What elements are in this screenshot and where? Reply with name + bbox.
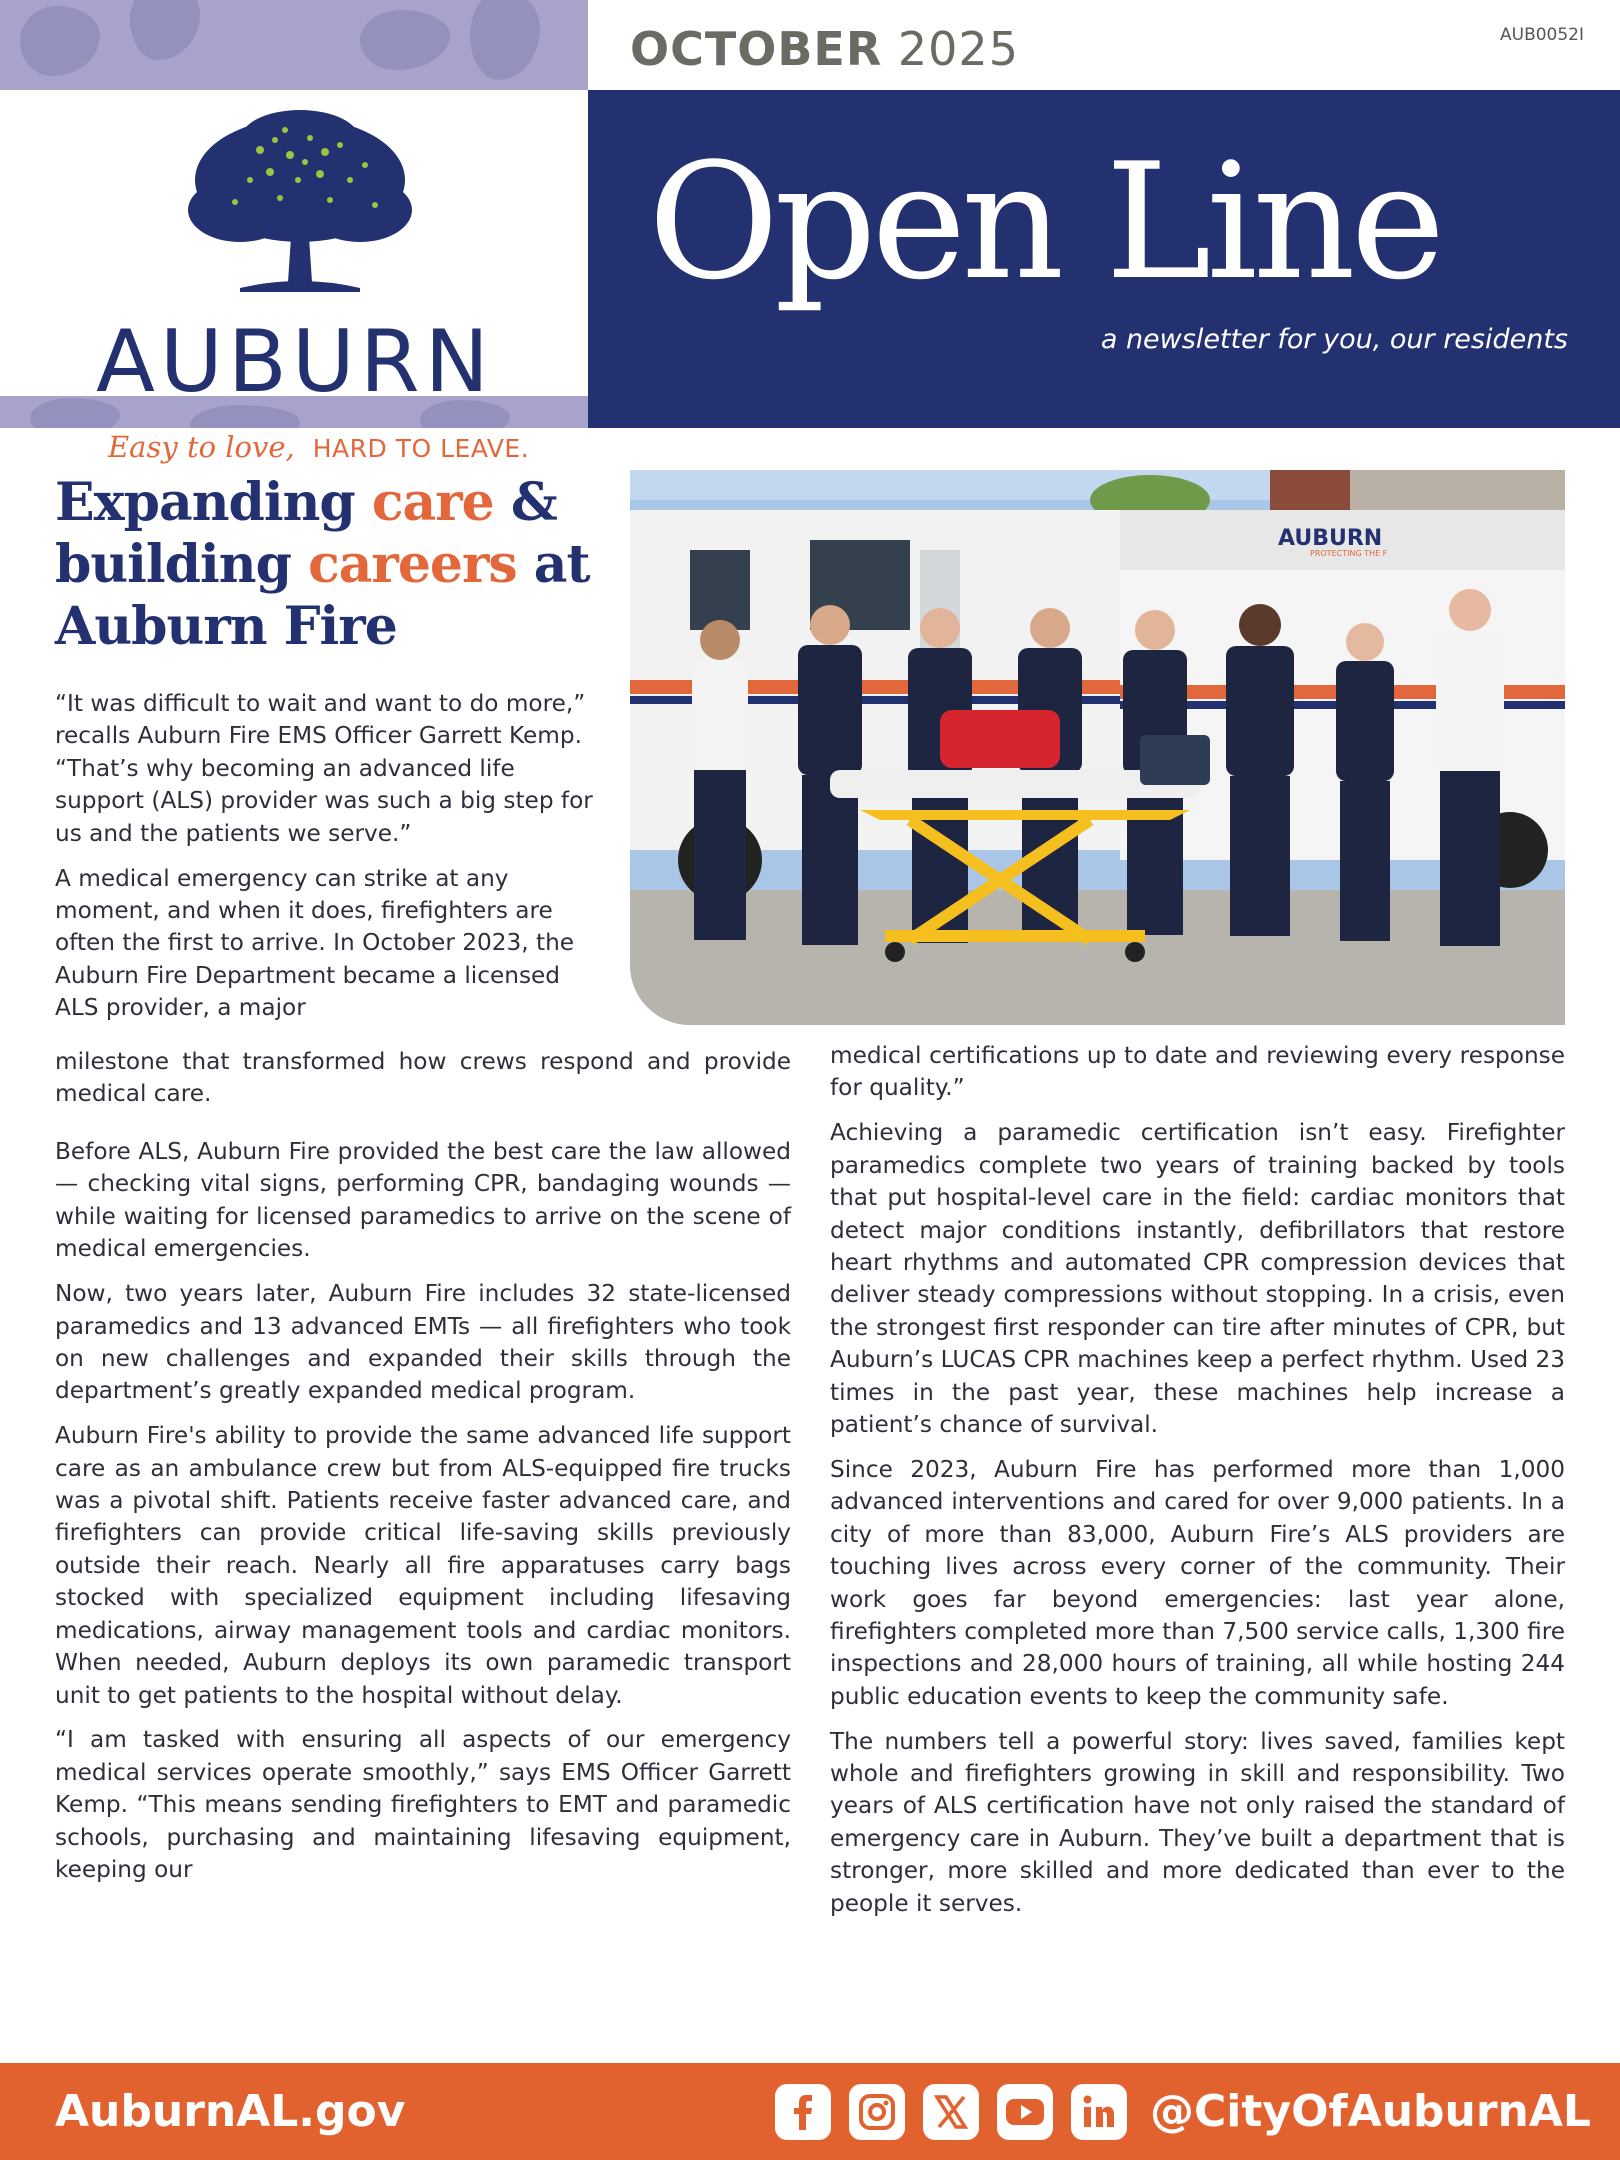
masthead-banner [588,90,1620,428]
issue-code: AUB0052I [1500,25,1585,45]
masthead-subtitle: a newsletter for you, our residents [1100,324,1568,355]
article-paragraph: milestone that transformed how crews respond and provide medical care. [55,1048,791,1108]
issue-month: OCTOBER [630,22,883,76]
footer-bar [0,2063,1620,2160]
headline-part: Expanding [55,472,372,533]
headline-part: building [55,534,309,595]
photo-illustration [630,470,1565,1025]
headline-part: & [493,472,557,533]
article-paragraph: “It was difficult to wait and want to do more,” recalls Auburn Fire EMS Officer Garrett Kemp. “That’s why becoming an advanced life support (ALS) provider was such a big step for us and the patients we serve.” [55,690,593,847]
article-column-left-body [55,1136,791,1899]
article-paragraph: “I am tasked with ensuring all aspects of our emergency medical services operate smoothly,” says EMS Officer Garrett Kemp. “This means sending firefighters to EMT and paramedic schools, purchasing and maintaining lifesaving equipment, keeping our [55,1726,791,1884]
website-link[interactable]: AuburnAL.gov [55,2086,406,2137]
article-headline [55,472,615,658]
tagline-script: Easy to love, [108,430,295,464]
article-paragraph: Now, two years later, Auburn Fire includes 32 state-licensed paramedics and 13 advanced EMTs — all firefighters who took on new challenges and expanded their skills through the department’s greatly expanded medical program. [55,1280,791,1405]
headline-accent-care: care [371,472,494,533]
article-paragraph: Achieving a paramedic certification isn’t easy. Firefighter paramedics complete two years of training backed by tools that put hospital-level care in the field: cardiac monitors that detect major conditions instantly, defibrillators that restore heart rhythms and automated CPR compression devices that deliver steady compressions without stopping. In a crisis, even the strongest first responder can tire after minutes of CPR, but Auburn’s LUCAS CPR machines keep a perfect rhythm. Used 23 times in the past year, these machines help increase a patient’s chance of survival. [830,1119,1565,1438]
linkedin-icon[interactable] [1071,2084,1127,2140]
firefighter-group-photo [630,470,1565,1025]
ambulance-label: AUBURN [1278,526,1383,551]
article-column-left [55,1046,791,1123]
article-column-right [830,1040,1565,1933]
article-paragraph: Auburn Fire's ability to provide the same advanced life support care as an ambulance crew but from ALS-equipped fire trucks was a pivotal shift. Patients receive faster advanced care, and firefighters can provide critical life-saving skills previously outside their reach. Nearly all fire apparatuses carry bags stocked with specialized equipment including lifesaving medications, airway management tools and cardiac monitors. When needed, Auburn deploys its own paramedic transport unit to get patients to the hospital without delay. [55,1422,791,1709]
youtube-icon[interactable] [997,2084,1053,2140]
headline-part: at [516,534,590,595]
article-paragraph: Before ALS, Auburn Fire provided the best care the law allowed — checking vital signs, performing CPR, bandaging wounds — while waiting for licensed paramedics to arrive on the scene of medical emergencies. [55,1138,791,1263]
instagram-icon[interactable] [849,2084,905,2140]
ambulance-sublabel: PROTECTING THE F [1310,549,1388,558]
city-tagline [108,430,529,464]
oak-tree-icon [180,110,420,300]
headline-part: Auburn Fire [55,596,397,657]
article-paragraph: The numbers tell a powerful story: lives saved, families kept whole and firefighters growing in skill and responsibility. Two years of ALS certification have not only raised the standard of emergency care in Auburn. They’ve built a department that is stronger, more skilled and more dedicated than ever to the people it serves. [830,1727,1565,1917]
issue-date [630,22,1019,76]
logo-wordmark: AUBURN [96,312,494,412]
social-handle[interactable]: @CityOfAuburnAL [1150,2086,1591,2137]
headline-accent-careers: careers [308,534,517,595]
article-paragraph: medical certifications up to date and reviewing every response for quality.” [830,1042,1565,1102]
issue-year: 2025 [897,22,1019,76]
facebook-icon[interactable] [775,2084,831,2140]
article-column-intro [55,688,603,1025]
article-paragraph: Since 2023, Auburn Fire has performed more than 1,000 advanced interventions and cared for over 9,000 patients. In a city of more than 83,000, Auburn Fire’s ALS providers are touching lives across every corner of the community. Their work goes far beyond emergencies: last year alone, firefighters completed more than 7,500 service calls, 1,300 fire inspections and 28,000 hours of training, all while hosting 244 public education events to keep the community safe. [830,1455,1565,1710]
tagline-caps: HARD TO LEAVE. [312,434,530,463]
social-links [775,2084,1127,2140]
article-paragraph: A medical emergency can strike at any moment, and when it does, firefighters are often the first to arrive. In October 2023, the Auburn Fire Department became a licensed ALS provider, a major [55,864,575,1022]
x-icon[interactable] [923,2084,979,2140]
city-logo[interactable] [0,90,588,464]
masthead-title: Open Line [648,128,1441,315]
